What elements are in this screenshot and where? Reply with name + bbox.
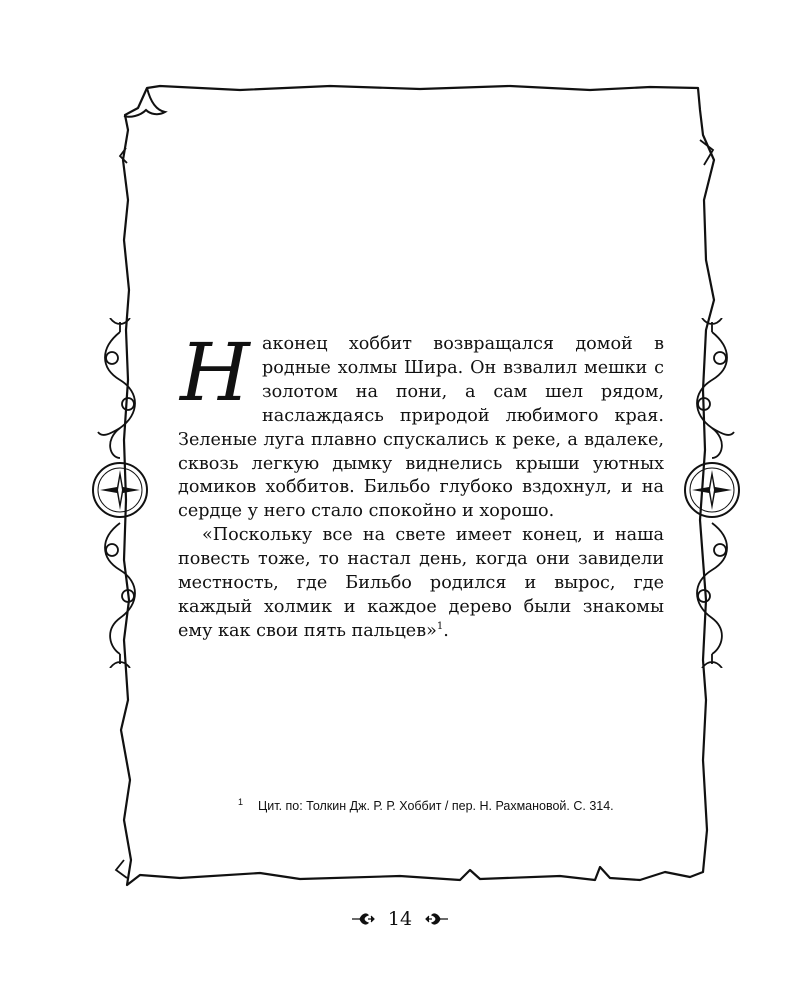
footnote-number: 1 bbox=[238, 797, 244, 807]
footnote bbox=[238, 796, 664, 817]
footnote-reference[interactable]: 1 bbox=[436, 621, 444, 633]
page-number: 14 bbox=[387, 908, 413, 930]
paragraph-2-text: «Поскольку все на свете имеет конец, и наша повесть тоже, то настал день, когда они завидели местность, где Бильбо родился и вырос, где каждый холмик и каждое дерево были знакомы ему как свои пять пальцев» bbox=[178, 525, 664, 641]
compass-star-icon bbox=[685, 463, 739, 517]
paragraph-2: «Поскольку все на свете имеет конец, и наша повесть тоже, то настал день, когда они завидели местность, где Бильбо родился и вырос, где каждый холмик и каждое дерево были знакомы ему как свои пять пальцев»$^1$. bbox=[178, 525, 664, 641]
body-text bbox=[178, 326, 664, 644]
vine-ornament-left bbox=[90, 318, 150, 668]
drop-cap: Н bbox=[180, 326, 250, 419]
fleuron-icon bbox=[350, 910, 376, 928]
page-number-row bbox=[0, 908, 800, 930]
footnote-text: Цит. по: Толкин Дж. Р. Р. Хоббит / пер. Н. Рахмановой. С. 314. bbox=[258, 799, 614, 813]
paragraph-1-text: аконец хоббит возвращался домой в родные холмы Шира. Он взвалил мешки с золотом на пони, а сам шел рядом, наслаждаясь природой любимого края. Зеленые луга плавно спускались к реке, а вдалеке, сквозь легкую дымку виднелись крыши уютных домиков хоббитов. Бильбо глубоко вздохнул, и на сердце у него стало спокойно и хорошо. bbox=[178, 334, 664, 522]
paragraph-1 bbox=[178, 326, 664, 524]
fleuron-icon bbox=[424, 910, 450, 928]
compass-star-icon bbox=[93, 463, 147, 517]
vine-ornament-right bbox=[682, 318, 742, 668]
